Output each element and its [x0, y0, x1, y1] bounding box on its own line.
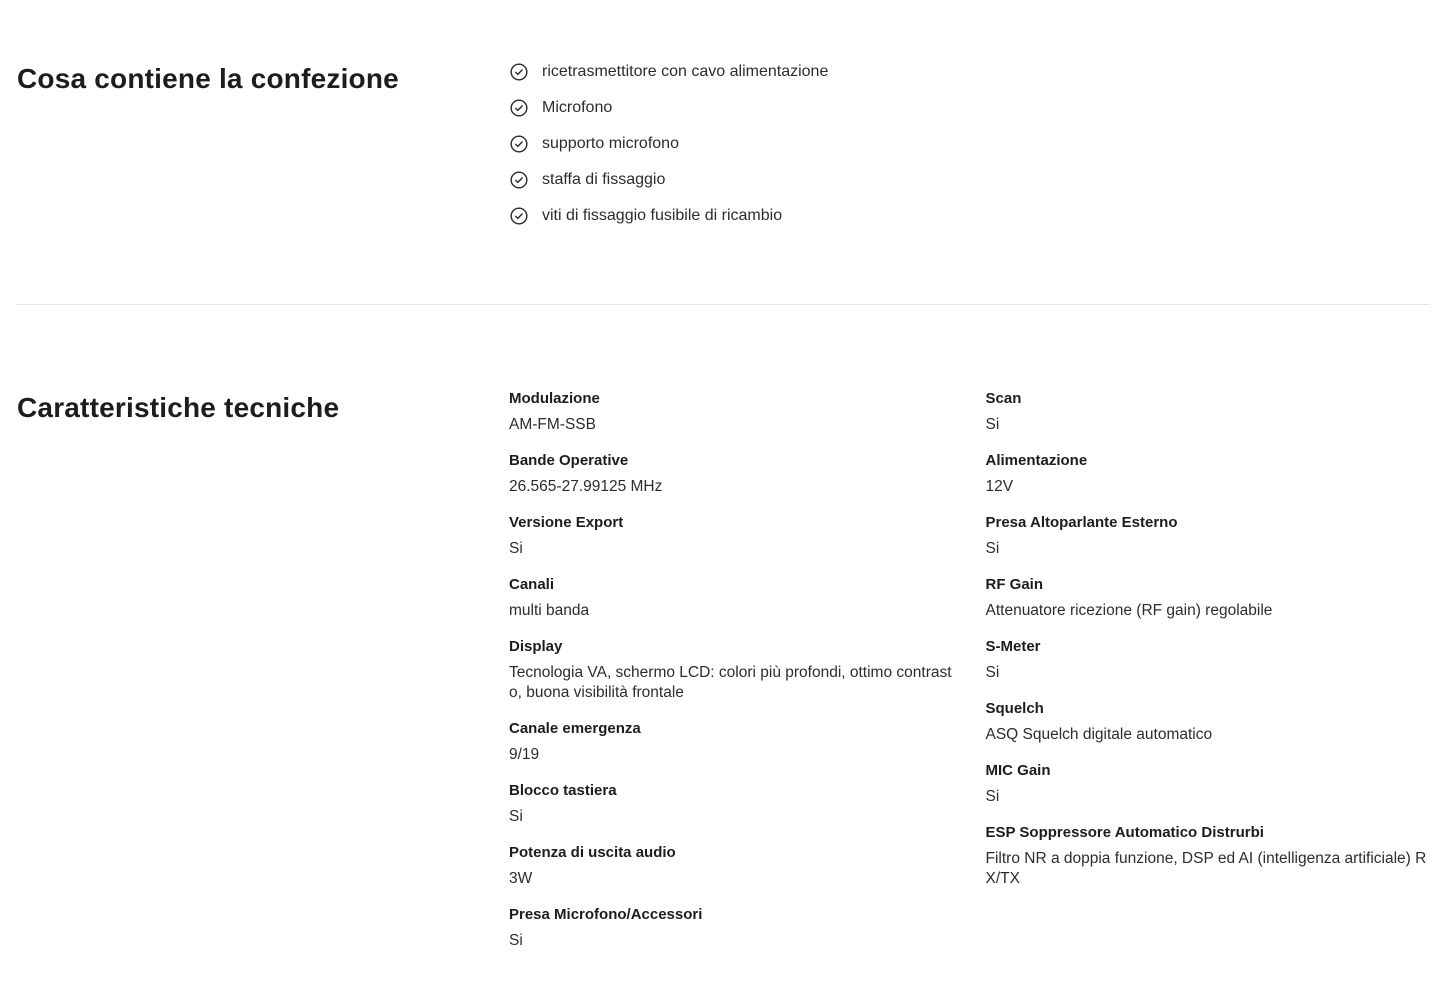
spec-item	[986, 637, 1431, 683]
check-circle-icon	[509, 134, 529, 154]
spec-label: Presa Altoparlante Esterno	[985, 514, 1178, 531]
spec-label: Modulazione	[509, 390, 600, 407]
spec-value: 26.565-27.99125 MHz	[509, 478, 663, 495]
spec-label: Presa Microfono/Accessori	[509, 906, 703, 923]
spec-item	[986, 389, 1431, 435]
spec-value: Si	[985, 540, 1000, 557]
spec-label: Potenza di uscita audio	[509, 844, 676, 861]
spec-item	[509, 575, 954, 621]
package-contents-title: Cosa contiene la confezione	[17, 63, 399, 94]
spec-label: Scan	[985, 390, 1022, 407]
technical-specs-title: Caratteristiche tecniche	[17, 392, 340, 423]
spec-value: Si	[985, 416, 1000, 433]
spec-value: Attenuatore ricezione (RF gain) regolabile	[985, 602, 1273, 619]
spec-label: Versione Export	[509, 514, 624, 531]
package-contents-section	[17, 0, 1430, 304]
spec-value: Tecnologia VA, schermo LCD: colori più profondi, ottimo contrasto, buona visibilità frontale	[509, 664, 952, 701]
spec-item	[509, 781, 954, 827]
spec-column-left	[509, 389, 954, 967]
spec-item	[986, 699, 1431, 745]
spec-item	[986, 823, 1431, 889]
spec-value: Si	[509, 808, 523, 825]
package-item-label: ricetrasmettitore con cavo alimentazione	[542, 63, 829, 80]
spec-value: 3W	[509, 870, 533, 887]
technical-specs-section	[17, 305, 1430, 999]
spec-column-right	[986, 389, 1431, 905]
spec-label: Canale emergenza	[509, 720, 641, 737]
spec-item	[509, 513, 954, 559]
spec-item	[509, 637, 954, 703]
check-circle-icon	[509, 98, 529, 118]
spec-label: Bande Operative	[509, 452, 629, 469]
spec-label: ESP Soppressore Automatico Distrurbi	[985, 824, 1264, 841]
package-item-label: Microfono	[542, 99, 613, 116]
check-circle-icon	[509, 206, 529, 226]
spec-item	[986, 761, 1431, 807]
spec-label: Blocco tastiera	[509, 782, 617, 799]
spec-label: RF Gain	[985, 576, 1044, 593]
spec-value: Filtro NR a doppia funzione, DSP ed AI (intelligenza artificiale) RX/TX	[985, 850, 1427, 887]
spec-value: Si	[985, 788, 1000, 805]
package-item	[509, 206, 1430, 226]
spec-value: Si	[509, 540, 523, 557]
package-item	[509, 62, 1430, 82]
spec-label: Canali	[509, 576, 555, 593]
package-item-label: viti di fissaggio fusibile di ricambio	[542, 207, 783, 224]
spec-value: Si	[509, 932, 523, 949]
spec-columns	[509, 389, 1430, 967]
spec-value: 12V	[985, 478, 1014, 495]
spec-item	[509, 389, 954, 435]
package-item	[509, 170, 1430, 190]
package-contents-list	[509, 60, 1430, 226]
spec-value: Si	[985, 664, 1000, 681]
spec-item	[509, 719, 954, 765]
spec-item	[509, 843, 954, 889]
spec-item	[509, 451, 954, 497]
package-item	[509, 98, 1430, 118]
spec-value: AM-FM-SSB	[509, 416, 596, 433]
package-item	[509, 134, 1430, 154]
spec-label: Squelch	[985, 700, 1044, 717]
spec-value: ASQ Squelch digitale automatico	[985, 726, 1213, 743]
package-item-label: staffa di fissaggio	[542, 171, 666, 188]
spec-item	[986, 575, 1431, 621]
spec-label: Alimentazione	[985, 452, 1088, 469]
check-circle-icon	[509, 62, 529, 82]
spec-label: MIC Gain	[985, 762, 1051, 779]
spec-label: S-Meter	[985, 638, 1041, 655]
spec-value: 9/19	[509, 746, 540, 763]
check-circle-icon	[509, 170, 529, 190]
spec-item	[509, 905, 954, 951]
spec-value: multi banda	[509, 602, 590, 619]
package-item-label: supporto microfono	[542, 135, 679, 152]
spec-item	[986, 451, 1431, 497]
spec-item	[986, 513, 1431, 559]
spec-label: Display	[509, 638, 563, 655]
